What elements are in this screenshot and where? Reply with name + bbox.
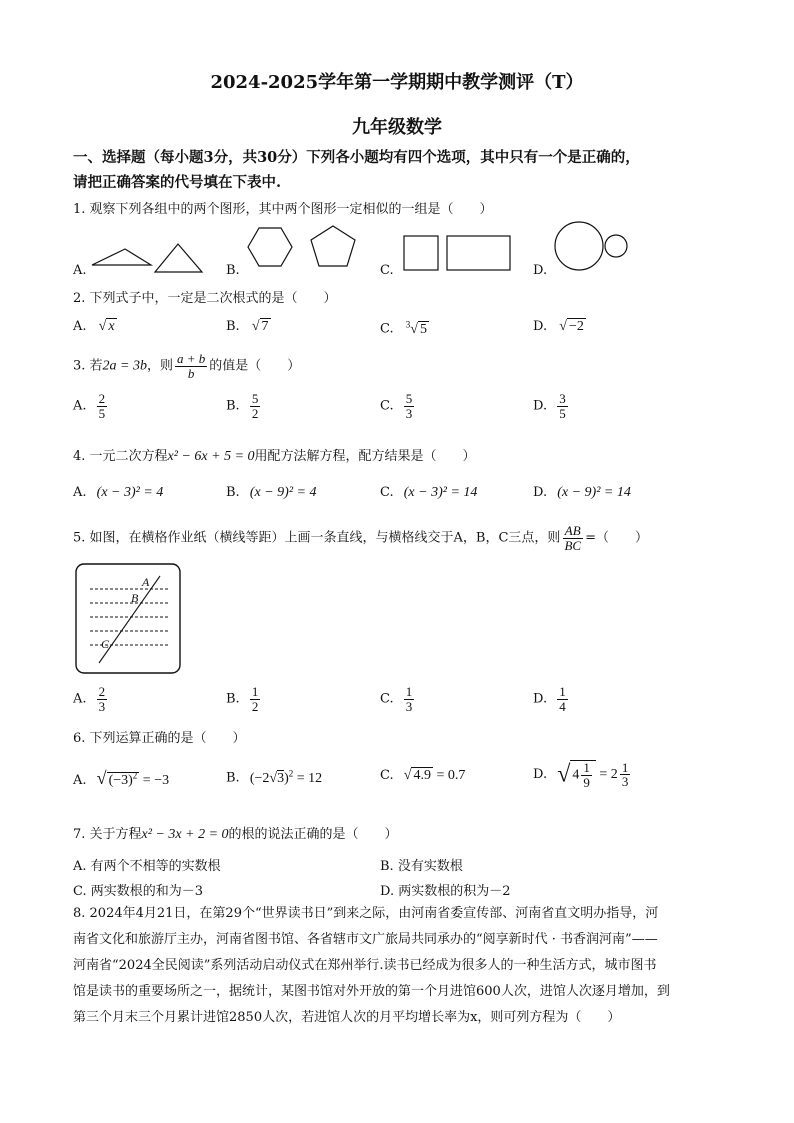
q5-frac-den: BC <box>564 537 582 553</box>
question-6-text: 6. 下列运算正确的是（ ） <box>73 731 246 746</box>
q1-option-d-label: D. <box>533 263 548 278</box>
q5-paper-frame <box>76 564 180 673</box>
q3-mid: ，则 <box>147 358 174 374</box>
q6-option-a-rhs: = −3 <box>142 773 170 788</box>
q3-option-a-den: 5 <box>98 405 106 421</box>
q3-option-d-letter: D. <box>533 398 548 414</box>
q4-option-a-letter: A. <box>73 485 87 500</box>
q2-option-b-radicand: 7 <box>261 319 269 334</box>
q5-option-c-den: 3 <box>405 698 413 714</box>
question-2-text: 2. 下列式子中，一定是二次根式的是（ ） <box>73 291 337 306</box>
question-8-paragraph <box>73 901 670 1031</box>
q7-suffix: 的根的说法正确的是（ ） <box>228 827 398 842</box>
q5-option-c-letter: C. <box>380 691 394 707</box>
q5-label-a: A <box>142 575 150 589</box>
q6-option-b: B. $(-2√3)^2 = 12$ <box>226 768 323 786</box>
q3-option-a-letter: A. <box>73 398 87 414</box>
q6-option-b-rhs: = 12 <box>296 770 323 786</box>
q5-suffix: =（ ） <box>585 530 648 546</box>
q3-frac-den: b <box>187 365 195 381</box>
q2-option-b-letter: B. <box>226 319 240 334</box>
q7-equation: x² − 3x + 2 = 0 <box>141 827 229 842</box>
q8-line-5: 第三个月末三个月累计进馆2850人次，若进馆人次的月平均增长率为x，则可列方程为（ ） <box>73 1010 621 1025</box>
q7-option-b: B. 没有实数根 <box>380 859 463 874</box>
q1-option-c-label: C. <box>380 263 394 278</box>
q3-condition: 2a = 3b <box>102 358 147 374</box>
q2-option-d-radicand: −2 <box>568 319 584 334</box>
radical-sign: √ <box>96 768 107 788</box>
question-7-text <box>73 823 398 843</box>
q6-option-d: D. √ 4 $\frac{1}{9}$ = 2 $\frac{1}{3}$ <box>533 759 629 790</box>
q6-option-d-rhs: = 2 <box>599 766 618 782</box>
q8-line-2: 南省文化和旅游厅主办，河南省图书馆、各省辖市文广旅局共同承办的“阅享新时代 · 书香润河南”—— <box>73 932 658 947</box>
q2-option-d-letter: D. <box>533 319 548 334</box>
q5-option-c <box>380 685 416 713</box>
q3-frac-num: a + b <box>177 351 206 366</box>
q3-suffix: 的值是（ ） <box>209 358 301 374</box>
q3-option-d-num: 3 <box>559 391 566 406</box>
q4-option-d-letter: D. <box>533 485 548 500</box>
q2-option-a-radicand: x <box>108 319 115 334</box>
q7-option-c: C. 两实数根的和为－3 <box>73 884 204 899</box>
q5-option-c-num: 1 <box>405 684 413 699</box>
page-subtitle: 九年级数学 <box>352 117 442 138</box>
q4-option-c-expr: (x − 3)² = 14 <box>403 485 478 500</box>
radical-sign: √ <box>269 770 278 786</box>
q5-option-a <box>73 685 109 713</box>
q3-prefix: 3. 若 <box>73 358 103 374</box>
q6-option-c-letter: C. <box>380 768 394 783</box>
q5-option-a-den: 3 <box>98 698 106 714</box>
q5-frac-num: AB <box>564 523 581 538</box>
q5-text: 5. 如图，在横格作业纸（横线等距）上画一条直线，与横格线交于A，B，C三点，则 <box>73 530 561 546</box>
q5-label-b: B <box>131 591 139 605</box>
q7-option-a: A. 有两个不相等的实数根 <box>73 859 221 874</box>
q3-option-b-letter: B. <box>226 398 240 414</box>
q5-option-d-den: 4 <box>559 698 566 714</box>
q5-option-b <box>226 685 262 713</box>
q4-prefix: 4. 一元二次方程 <box>73 449 168 464</box>
radical-sign: √ <box>98 319 107 334</box>
q6-option-b-letter: B. <box>226 770 240 786</box>
q3-option-b-num: 5 <box>251 391 259 406</box>
q3-option-c-num: 5 <box>405 391 413 406</box>
q5-label-c: C <box>101 637 110 651</box>
q4-option-b-expr: (x − 9)² = 4 <box>249 485 317 500</box>
q5-option-b-letter: B. <box>226 691 240 707</box>
q6-option-a-letter: A. <box>73 773 87 788</box>
q3-option-d-den: 5 <box>559 405 566 421</box>
radical-sign: √ <box>251 319 260 334</box>
q5-option-d-letter: D. <box>533 691 548 707</box>
q2-option-c-radicand: 5 <box>419 321 427 337</box>
page-title: 2024-2025学年第一学期期中教学测评（T） <box>210 72 584 93</box>
q5-option-b-num: 1 <box>251 684 259 699</box>
q3-option-c-den: 3 <box>405 405 413 421</box>
question-1-text: 1. 观察下列各组中的两个图形，其中两个图形一定相似的一组是（ ） <box>73 202 493 217</box>
q4-suffix: 用配方法解方程，配方结果是（ ） <box>254 449 476 464</box>
q5-option-d <box>533 685 570 713</box>
q7-prefix: 7. 关于方程 <box>73 827 142 842</box>
q8-line-3: 河南省“2024全民阅读”系列活动启动仪式在郑州举行.读书已经成为很多人的一种生活方式，城市图书 <box>73 958 657 973</box>
q8-line-1: 8. 2024年4月21日，在第29个“世界读书日”到来之际，由河南省委宣传部、河南省直文明办指导，河 <box>73 906 659 921</box>
q5-option-b-den: 2 <box>251 698 259 714</box>
section-heading-line1: 一、选择题（每小题3分，共30分）下列各小题均有四个选项，其中只有一个是正确的， <box>73 149 640 166</box>
q3-option-c-letter: C. <box>380 398 394 414</box>
q6-option-d-letter: D. <box>533 766 548 782</box>
q5-option-a-num: 2 <box>98 684 106 699</box>
q2-option-c-letter: C. <box>380 321 394 337</box>
radical-sign: √ <box>403 768 412 783</box>
q8-line-4: 馆是读书的重要场所之一，据统计，某图书馆对外开放的第一个月进馆600人次，进馆人次逐月增加，到 <box>73 984 670 999</box>
q1-option-b-label: B. <box>226 263 240 278</box>
radical-sign: √ <box>557 761 571 788</box>
radical-sign: √ <box>559 319 567 334</box>
q6-option-c-rhs: = 0.7 <box>436 768 466 783</box>
q4-option-d-expr: (x − 9)² = 14 <box>557 485 631 500</box>
q1-option-a-label: A. <box>73 263 87 278</box>
section-heading-line2: 请把正确答案的代号填在下表中. <box>73 174 282 191</box>
q4-option-a-expr: (x − 3)² = 4 <box>96 485 164 500</box>
q3-option-a-num: 2 <box>98 391 106 406</box>
q5-option-d-num: 1 <box>559 684 566 699</box>
q4-option-b-letter: B. <box>226 485 240 500</box>
q6-option-c-radicand: 4.9 <box>413 768 431 783</box>
q5-option-a-letter: A. <box>73 691 87 707</box>
radical-sign: √ <box>410 321 418 337</box>
q6-option-c <box>380 768 465 784</box>
q2-option-c-index: 3 <box>405 319 411 329</box>
q7-option-d: D. 两实数根的积为－2 <box>380 884 511 899</box>
q2-option-a-letter: A. <box>73 319 87 334</box>
q4-equation: x² − 6x + 5 = 0 <box>167 449 255 464</box>
q3-option-b-den: 2 <box>251 405 259 421</box>
q6-option-a: A. √ $(-3)^2 = -3$ <box>73 768 170 788</box>
q4-option-c-letter: C. <box>380 485 394 500</box>
